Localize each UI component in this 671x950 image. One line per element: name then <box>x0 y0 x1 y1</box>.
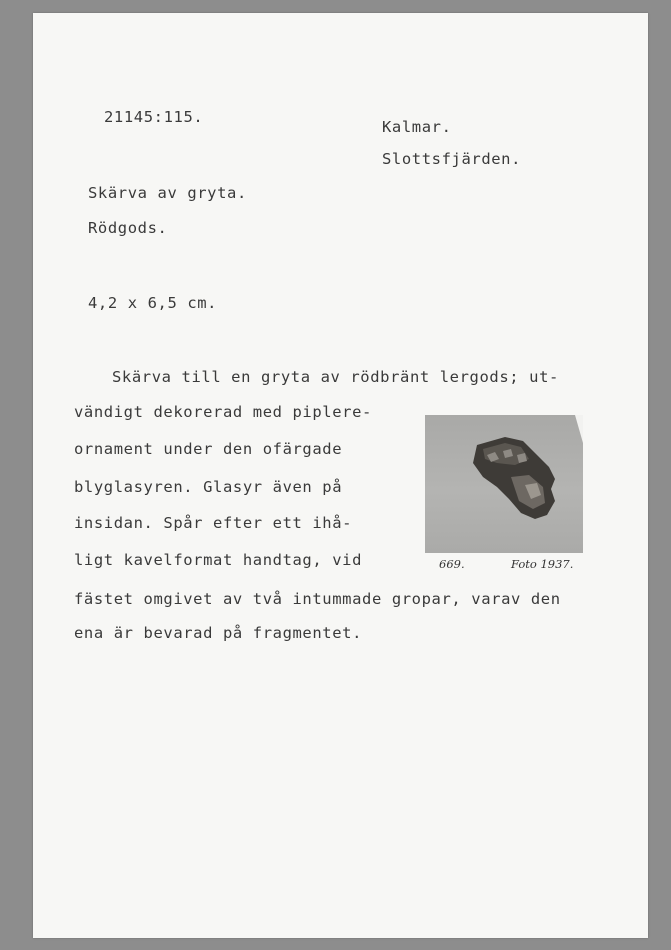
region-name: Kalmar. <box>382 118 452 136</box>
object-material: Rödgods. <box>88 219 168 237</box>
description-line: ornament under den ofärgade <box>74 440 343 458</box>
description-line: insidan. Spår efter ett ihå- <box>74 514 353 532</box>
description-line: fästet omgivet av två intummade gropar, varav den <box>74 590 561 608</box>
description-line: blyglasyren. Glasyr även på <box>74 478 343 496</box>
catalog-number: 21145:115. <box>104 108 204 126</box>
description-line: vändigt dekorerad med piplere- <box>74 403 372 421</box>
site-name: Slottsfjärden. <box>382 150 522 168</box>
description-line: ena är bevarad på fragmentet. <box>74 624 363 642</box>
photo-label: Foto 1937. <box>511 557 574 571</box>
description-line: ligt kavelformat handtag, vid <box>74 551 363 569</box>
object-photograph <box>425 415 583 571</box>
photo-number: 669. <box>439 557 465 571</box>
description-line: Skärva till en gryta av rödbränt lergods; ut- <box>112 368 559 386</box>
object-dimensions: 4,2 x 6,5 cm. <box>88 294 218 312</box>
shard-image <box>425 415 583 553</box>
object-name: Skärva av gryta. <box>88 184 247 202</box>
